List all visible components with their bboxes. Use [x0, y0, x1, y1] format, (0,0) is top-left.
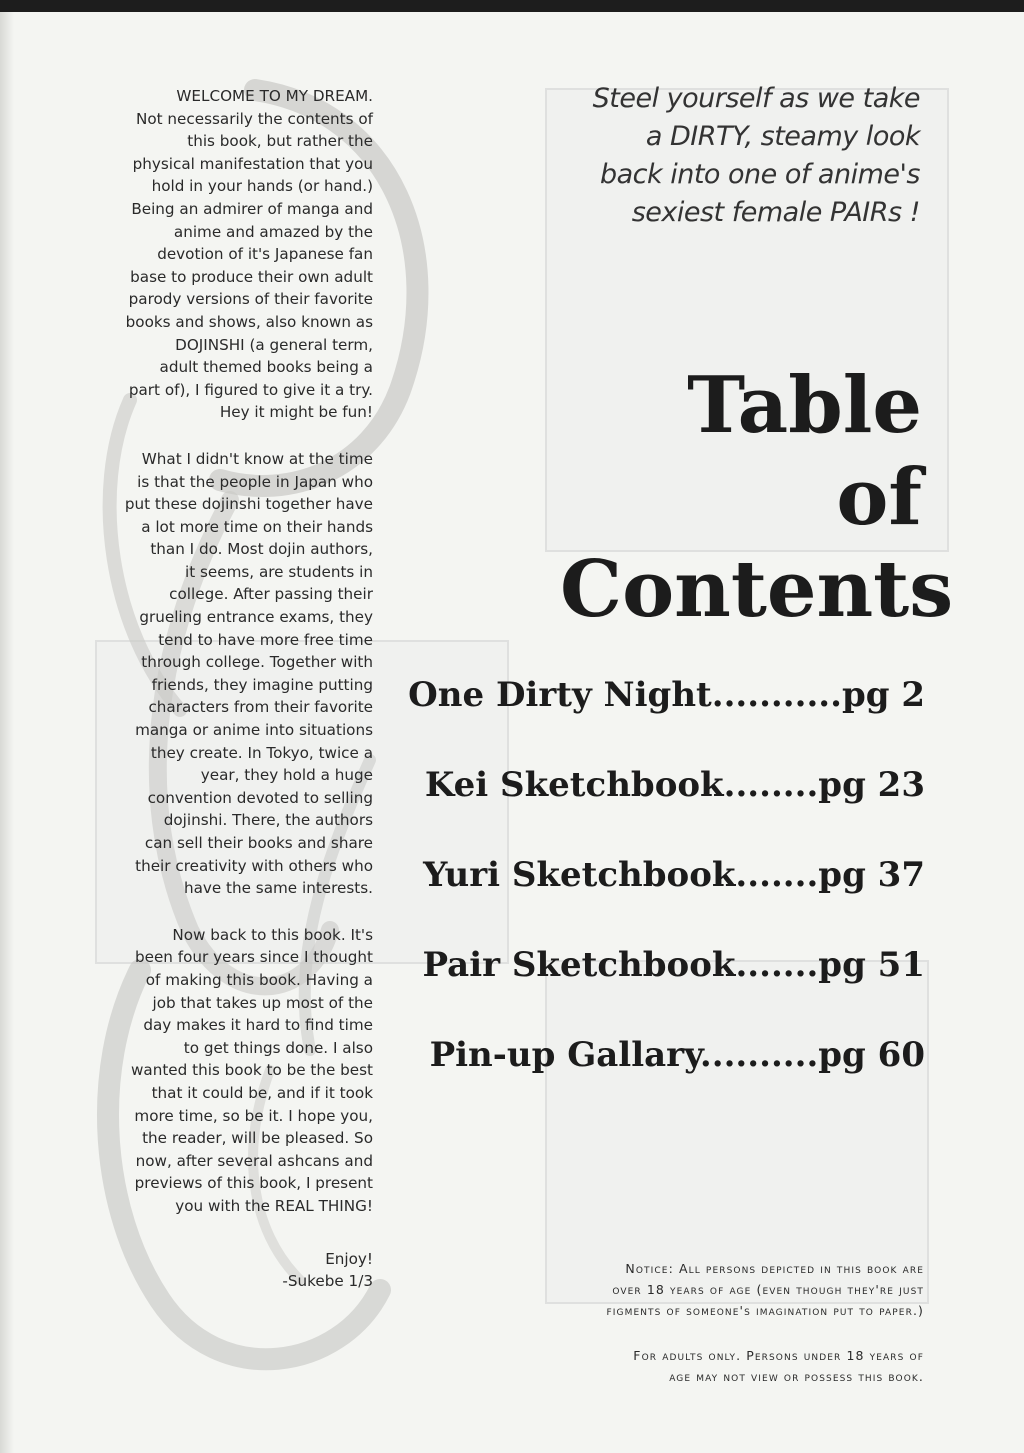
text-line: tend to have more free time [158, 630, 373, 649]
text-line: characters from their favorite [148, 698, 373, 717]
text-line: Being an admirer of manga and [131, 199, 373, 218]
text-line: previews of this book, I present [134, 1174, 373, 1193]
page-binding-shadow [0, 12, 14, 1453]
closing-text: Enjoy! [325, 1249, 373, 1268]
text-line: WELCOME TO MY DREAM. [176, 87, 373, 105]
tagline-line: a DIRTY, steamy look [645, 121, 920, 152]
toc-heading-line: of [836, 452, 922, 543]
intro-paragraph-3 [90, 924, 373, 1218]
text-line: friends, they imagine putting [151, 675, 373, 694]
text-line: put these dojinshi together have [124, 495, 373, 514]
text-line: grueling entrance exams, they [139, 608, 373, 627]
toc-heading-line: Contents [560, 544, 954, 635]
text-line: of making this book. Having a [145, 970, 373, 989]
text-line: more time, so be it. I hope you, [134, 1106, 373, 1125]
text-line: DOJINSHI (a general term, [175, 335, 373, 354]
notice-line: figments of someone's imagination put to paper.) [606, 1303, 924, 1318]
text-line: part of), I figured to give it a try. [128, 380, 373, 399]
notice-line: age may not view or possess this book. [669, 1369, 924, 1384]
text-line: can sell their books and share [144, 834, 373, 852]
text-line: Not necessarily the contents of [135, 109, 373, 128]
text-line: it seems, are students in [185, 562, 373, 581]
text-line: hold in your hands (or hand.) [151, 177, 373, 196]
age-notice [420, 1258, 924, 1321]
text-line: physical manifestation that you [132, 154, 373, 173]
text-line: day makes it hard to find time [143, 1016, 373, 1035]
text-line: that it could be, and if it took [151, 1083, 373, 1102]
text-line: anime and amazed by the [173, 222, 373, 241]
text-line: than I do. Most dojin authors, [150, 540, 373, 559]
text-line: you with the REAL THING! [175, 1196, 373, 1215]
toc-list [408, 665, 925, 1115]
text-line: year, they hold a huge [200, 766, 373, 785]
text-line: books and shows, also known as [125, 312, 373, 331]
notice-line: over 18 years of age (even though they're just [612, 1282, 924, 1297]
text-line: manga or anime into situations [135, 721, 373, 740]
adults-only-notice [420, 1345, 924, 1387]
text-line: they create. In Tokyo, twice a [150, 743, 373, 762]
text-line: adult themed books being a [159, 358, 373, 377]
toc-entry: Pair Sketchbook.......pg 51 [422, 945, 925, 985]
text-line: Hey it might be fun! [219, 403, 373, 422]
notice-line: For adults only. Persons under 18 years of [633, 1348, 924, 1363]
intro-letter [90, 85, 373, 1293]
text-line: the reader, will be pleased. So [142, 1129, 373, 1148]
text-line: now, after several ashcans and [135, 1151, 373, 1170]
text-line: base to produce their own adult [130, 267, 373, 286]
text-line: wanted this book to be the best [131, 1061, 373, 1080]
text-line: What I didn't know at the time [141, 449, 373, 468]
text-line: college. After passing their [169, 585, 373, 604]
text-line: have the same interests. [183, 879, 373, 898]
tagline-line: sexiest female PAIRs ! [631, 197, 920, 228]
toc-entry: Kei Sketchbook........pg 23 [424, 765, 925, 805]
text-line: through college. Together with [141, 653, 373, 672]
intro-paragraph-1 [90, 85, 373, 424]
toc-entry: Yuri Sketchbook.......pg 37 [423, 855, 925, 895]
notice-line: Notice: All persons depicted in this book are [625, 1261, 924, 1276]
toc-heading [560, 360, 954, 636]
tagline-line: Steel yourself as we take [592, 83, 920, 114]
toc-heading-line: Table [687, 360, 922, 451]
text-line: job that takes up most of the [152, 993, 373, 1012]
intro-paragraph-2 [90, 448, 373, 900]
tagline-line: back into one of anime's [599, 159, 920, 190]
toc-entry: One Dirty Night...........pg 2 [408, 675, 925, 715]
text-line: convention devoted to selling [147, 788, 373, 807]
text-line: is that the people in Japan who [137, 472, 373, 491]
author-signature: -Sukebe 1/3 [282, 1272, 373, 1291]
text-line: this book, but rather the [187, 132, 373, 151]
text-line: a lot more time on their hands [141, 517, 373, 536]
signoff [90, 1248, 373, 1293]
text-line: been four years since I thought [134, 948, 373, 967]
scan-top-edge [0, 0, 1024, 12]
toc-entry: Pin-up Gallary..........pg 60 [429, 1035, 925, 1075]
text-line: their creativity with others who [135, 856, 373, 875]
text-line: Now back to this book. It's [172, 925, 373, 944]
legal-notice [420, 1258, 924, 1411]
text-line: parody versions of their favorite [128, 290, 373, 309]
text-line: dojinshi. There, the authors [163, 811, 373, 830]
tagline [560, 80, 920, 232]
text-line: devotion of it's Japanese fan [157, 245, 373, 264]
text-line: to get things done. I also [183, 1038, 373, 1057]
